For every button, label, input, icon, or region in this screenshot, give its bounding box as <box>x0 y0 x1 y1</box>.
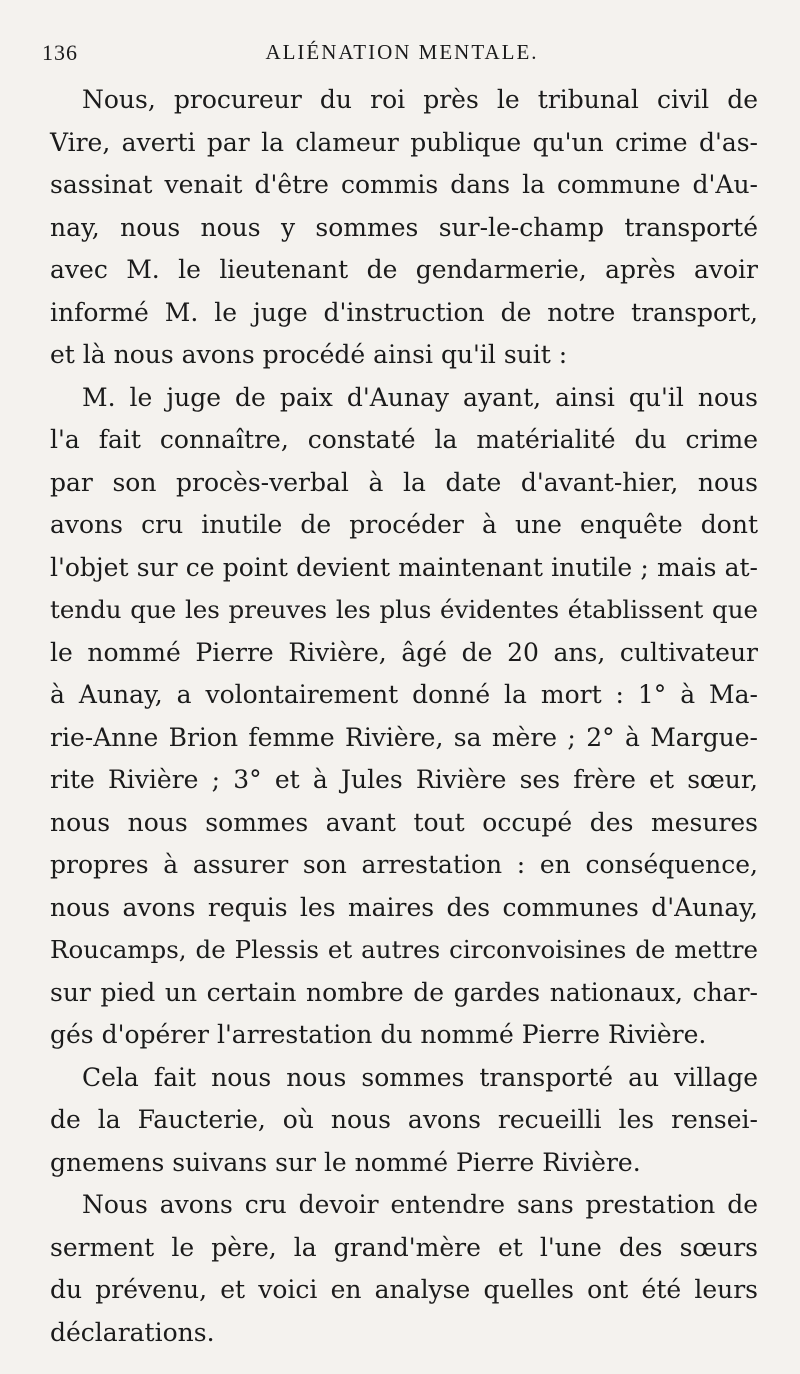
text-line: propres à assurer son arrestation : en conséquence, <box>50 850 758 879</box>
paragraph <box>50 377 758 1057</box>
text-line: serment le père, la grand'mère et l'une des sœurs <box>50 1232 758 1262</box>
text-line: du prévenu, et voici en analyse quelles ont été leurs <box>50 1275 758 1304</box>
text-line: nous nous sommes avant tout occupé des mesures <box>50 807 758 837</box>
text-line: par son procès-verbal à la date d'avant-hier, nous <box>50 467 758 497</box>
text-line: sassinat venait d'être commis dans la commune d'Au- <box>50 170 758 199</box>
text-line: déclarations. <box>50 1317 215 1347</box>
text-line: le nommé Pierre Rivière, âgé de 20 ans, cultivateur <box>50 637 758 667</box>
text-line: Roucamps, de Plessis et autres circonvoisines de mettre <box>50 935 758 964</box>
text-line: avons cru inutile de procéder à une enquête dont <box>50 510 758 539</box>
text-line: rie-Anne Brion femme Rivière, sa mère ; 2° à Margue- <box>50 722 758 752</box>
text-line: Nous, procureur du roi près le tribunal civil de <box>82 85 758 114</box>
text-line: sur pied un certain nombre de gardes nationaux, char- <box>50 977 758 1007</box>
running-title: ALIÉNATION MENTALE. <box>265 40 539 64</box>
text-line: tendu que les preuves les plus évidentes établissent que <box>50 595 758 624</box>
text-line: nous avons requis les maires des communes d'Aunay, <box>50 892 758 922</box>
text-line: avec M. le lieutenant de gendarmerie, après avoir <box>50 255 758 284</box>
paragraph <box>50 1057 758 1185</box>
text-line: et là nous avons procédé ainsi qu'il suit : <box>50 340 568 369</box>
text-line: gnemens suivans sur le nommé Pierre Rivière. <box>50 1147 641 1177</box>
text-line: Cela fait nous nous sommes transporté au village <box>82 1062 758 1092</box>
page-header <box>42 40 762 72</box>
text-line: l'objet sur ce point devient maintenant inutile ; mais at- <box>50 552 758 582</box>
text-line: nay, nous nous y sommes sur-le-champ transporté <box>50 212 758 242</box>
text-line: de la Faucterie, où nous avons recueilli les rensei- <box>50 1105 758 1134</box>
page-number: 136 <box>42 40 78 65</box>
text-line: rite Rivière ; 3° et à Jules Rivière ses frère et sœur, <box>50 765 758 794</box>
text-line: informé M. le juge d'instruction de notre transport, <box>50 297 758 327</box>
paragraph <box>50 1184 758 1354</box>
text-line: l'a fait connaître, constaté la matérialité du crime <box>50 425 758 454</box>
text-line: à Aunay, a volontairement donné la mort : 1° à Ma- <box>50 680 758 709</box>
paragraph <box>50 79 758 377</box>
text-line: M. le juge de paix d'Aunay ayant, ainsi qu'il nous <box>82 382 758 412</box>
text-line: Vire, averti par la clameur publique qu'un crime d'as- <box>50 127 758 157</box>
text-line: gés d'opérer l'arrestation du nommé Pierre Rivière. <box>50 1020 707 1049</box>
body-text <box>50 79 758 1354</box>
text-line: Nous avons cru devoir entendre sans prestation de <box>82 1190 758 1219</box>
